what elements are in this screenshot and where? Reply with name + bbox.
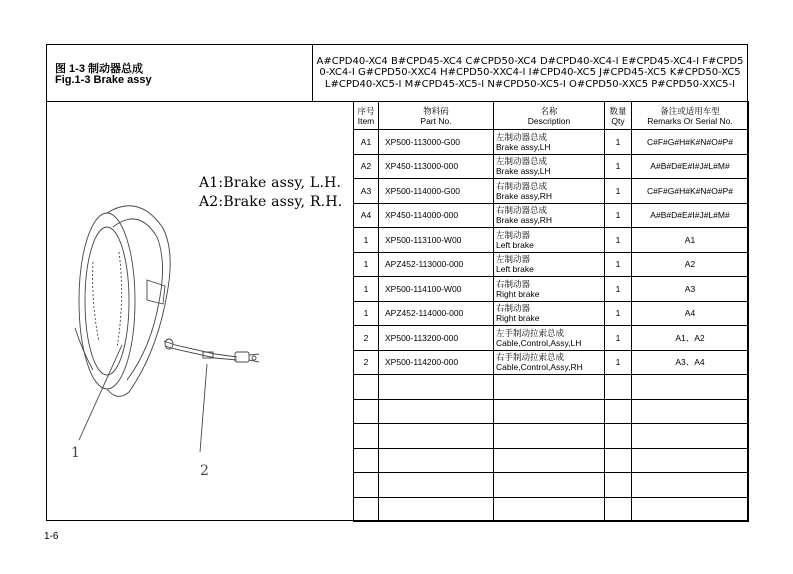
cell-remarks: A#B#D#E#I#J#L#M# bbox=[632, 154, 749, 179]
table-row bbox=[354, 350, 749, 375]
figure-title-cell bbox=[47, 45, 313, 101]
cell-remarks bbox=[632, 424, 749, 449]
cell-qty: 1 bbox=[605, 130, 632, 155]
table-row bbox=[354, 228, 749, 253]
cell-qty bbox=[605, 497, 632, 522]
cell-item: A2 bbox=[354, 154, 379, 179]
cell-qty: 1 bbox=[605, 228, 632, 253]
cell-part-no: XP450-114000-000 bbox=[379, 203, 494, 228]
cell-description: 右手制动拉索总成 Cable,Control,Assy,RH bbox=[494, 350, 605, 375]
cell-description bbox=[494, 497, 605, 522]
cell-part-no: XP500-113200-000 bbox=[379, 326, 494, 351]
callout-leader-1 bbox=[79, 345, 122, 440]
cell-remarks: A3 bbox=[632, 277, 749, 302]
table-row bbox=[354, 448, 749, 473]
cell-part-no: APZ452-113000-000 bbox=[379, 252, 494, 277]
cell-remarks: A#B#D#E#I#J#L#M# bbox=[632, 203, 749, 228]
cell-remarks bbox=[632, 448, 749, 473]
cell-description bbox=[494, 448, 605, 473]
cell-description bbox=[494, 424, 605, 449]
table-row bbox=[354, 375, 749, 400]
cell-description bbox=[494, 473, 605, 498]
cell-part-no: XP500-114100-W00 bbox=[379, 277, 494, 302]
table-row bbox=[354, 203, 749, 228]
table-row bbox=[354, 154, 749, 179]
callout-leader-2 bbox=[200, 364, 207, 452]
model-list-cell bbox=[313, 45, 747, 101]
parts-table-header bbox=[354, 102, 749, 130]
brake-illustration bbox=[47, 102, 353, 520]
col-desc: 名称 Description bbox=[494, 102, 605, 130]
cell-description: 右制动器 Right brake bbox=[494, 277, 605, 302]
cell-qty: 1 bbox=[605, 154, 632, 179]
annotation-a2: A2:Brake assy, R.H. bbox=[199, 194, 343, 210]
cell-part-no bbox=[379, 424, 494, 449]
cell-part-no bbox=[379, 399, 494, 424]
cell-description: 左手制动拉索总成 Cable,Control,Assy,LH bbox=[494, 326, 605, 351]
col-qty: 数量 Qty bbox=[605, 102, 632, 130]
cell-part-no: APZ452-114000-000 bbox=[379, 301, 494, 326]
cell-description: 右制动器总成 Brake assy,RH bbox=[494, 179, 605, 204]
cell-item: A3 bbox=[354, 179, 379, 204]
cell-qty: 1 bbox=[605, 203, 632, 228]
cell-item bbox=[354, 448, 379, 473]
cell-remarks: A1、A2 bbox=[632, 326, 749, 351]
cell-item: 1 bbox=[354, 252, 379, 277]
cell-description bbox=[494, 375, 605, 400]
cell-description: 左制动器总成 Brake assy,LH bbox=[494, 130, 605, 155]
cell-part-no bbox=[379, 497, 494, 522]
table-row bbox=[354, 252, 749, 277]
cell-part-no bbox=[379, 448, 494, 473]
table-row bbox=[354, 399, 749, 424]
cell-remarks: A1 bbox=[632, 228, 749, 253]
table-row bbox=[354, 277, 749, 302]
col-part: 物料码 Part No. bbox=[379, 102, 494, 130]
drum-front-rim bbox=[79, 213, 135, 389]
cell-remarks: A3、A4 bbox=[632, 350, 749, 375]
col-remarks: 备注或适用车型 Remarks Or Serial No. bbox=[632, 102, 749, 130]
page-number: 1-6 bbox=[44, 531, 59, 542]
cell-description: 右制动器 Right brake bbox=[494, 301, 605, 326]
cell-qty bbox=[605, 424, 632, 449]
cell-part-no: XP450-113000-000 bbox=[379, 154, 494, 179]
cell-item: 2 bbox=[354, 326, 379, 351]
parts-page-frame bbox=[46, 44, 748, 521]
cell-remarks bbox=[632, 473, 749, 498]
table-row bbox=[354, 130, 749, 155]
cell-part-no bbox=[379, 375, 494, 400]
cell-part-no: XP500-114000-G00 bbox=[379, 179, 494, 204]
cell-description: 左制动器 Left brake bbox=[494, 228, 605, 253]
cell-item bbox=[354, 399, 379, 424]
table-row bbox=[354, 326, 749, 351]
cell-part-no: XP500-113000-G00 bbox=[379, 130, 494, 155]
col-item: 序号 Item bbox=[354, 102, 379, 130]
callout-1: 1 bbox=[71, 445, 80, 461]
cell-remarks: A4 bbox=[632, 301, 749, 326]
table-row bbox=[354, 179, 749, 204]
cell-qty bbox=[605, 448, 632, 473]
parts-table bbox=[353, 101, 749, 522]
cell-item: A1 bbox=[354, 130, 379, 155]
cell-qty: 1 bbox=[605, 350, 632, 375]
table-row bbox=[354, 424, 749, 449]
cell-qty bbox=[605, 399, 632, 424]
cell-description: 左制动器总成 Brake assy,LH bbox=[494, 154, 605, 179]
cell-item bbox=[354, 424, 379, 449]
cell-remarks bbox=[632, 399, 749, 424]
exploded-drawing bbox=[47, 102, 353, 520]
cell-item: 1 bbox=[354, 301, 379, 326]
cell-qty: 1 bbox=[605, 179, 632, 204]
cell-item: 1 bbox=[354, 228, 379, 253]
table-row bbox=[354, 497, 749, 522]
cell-description bbox=[494, 399, 605, 424]
table-row bbox=[354, 301, 749, 326]
cell-remarks bbox=[632, 497, 749, 522]
cell-description: 右制动器总成 Brake assy,RH bbox=[494, 203, 605, 228]
figure-title-en: Fig.1-3 Brake assy bbox=[55, 74, 152, 86]
annotation-a1: A1:Brake assy, L.H. bbox=[199, 175, 342, 191]
cell-qty bbox=[605, 375, 632, 400]
cell-qty bbox=[605, 473, 632, 498]
cell-part-no: XP500-114200-000 bbox=[379, 350, 494, 375]
cell-part-no bbox=[379, 473, 494, 498]
cell-item: 1 bbox=[354, 277, 379, 302]
callout-2: 2 bbox=[200, 463, 209, 479]
cell-item: A4 bbox=[354, 203, 379, 228]
table-row bbox=[354, 473, 749, 498]
model-list: A#CPD40-XC4 B#CPD45-XC4 C#CPD50-XC4 D#CPD40-XC4-I E#CPD45-XC4-I F#CPD50-XC4-I G#CPD50-XXC4 H#CPD50-XXC4-I I#CPD40-XC5 J#CPD45-XC5 K#CPD50-XC5 L#CPD40-XC5-I M#CPD45-XC5-I N#CPD50-XC5-I O#CPD50-XXC5 P#CPD50-XXC5-I bbox=[316, 55, 744, 90]
cell-part-no: XP500-113100-W00 bbox=[379, 228, 494, 253]
cell-remarks: A2 bbox=[632, 252, 749, 277]
cell-remarks bbox=[632, 375, 749, 400]
cell-qty: 1 bbox=[605, 301, 632, 326]
cell-remarks: C#F#G#H#K#N#O#P# bbox=[632, 130, 749, 155]
cell-item bbox=[354, 473, 379, 498]
cell-item bbox=[354, 375, 379, 400]
cell-item bbox=[354, 497, 379, 522]
cell-qty: 1 bbox=[605, 326, 632, 351]
cell-description: 左制动器 Left brake bbox=[494, 252, 605, 277]
cell-qty: 1 bbox=[605, 277, 632, 302]
cell-remarks: C#F#G#H#K#N#O#P# bbox=[632, 179, 749, 204]
cell-item: 2 bbox=[354, 350, 379, 375]
cell-qty: 1 bbox=[605, 252, 632, 277]
figure-title-cn: 图 1-3 制动器总成 bbox=[55, 63, 144, 75]
